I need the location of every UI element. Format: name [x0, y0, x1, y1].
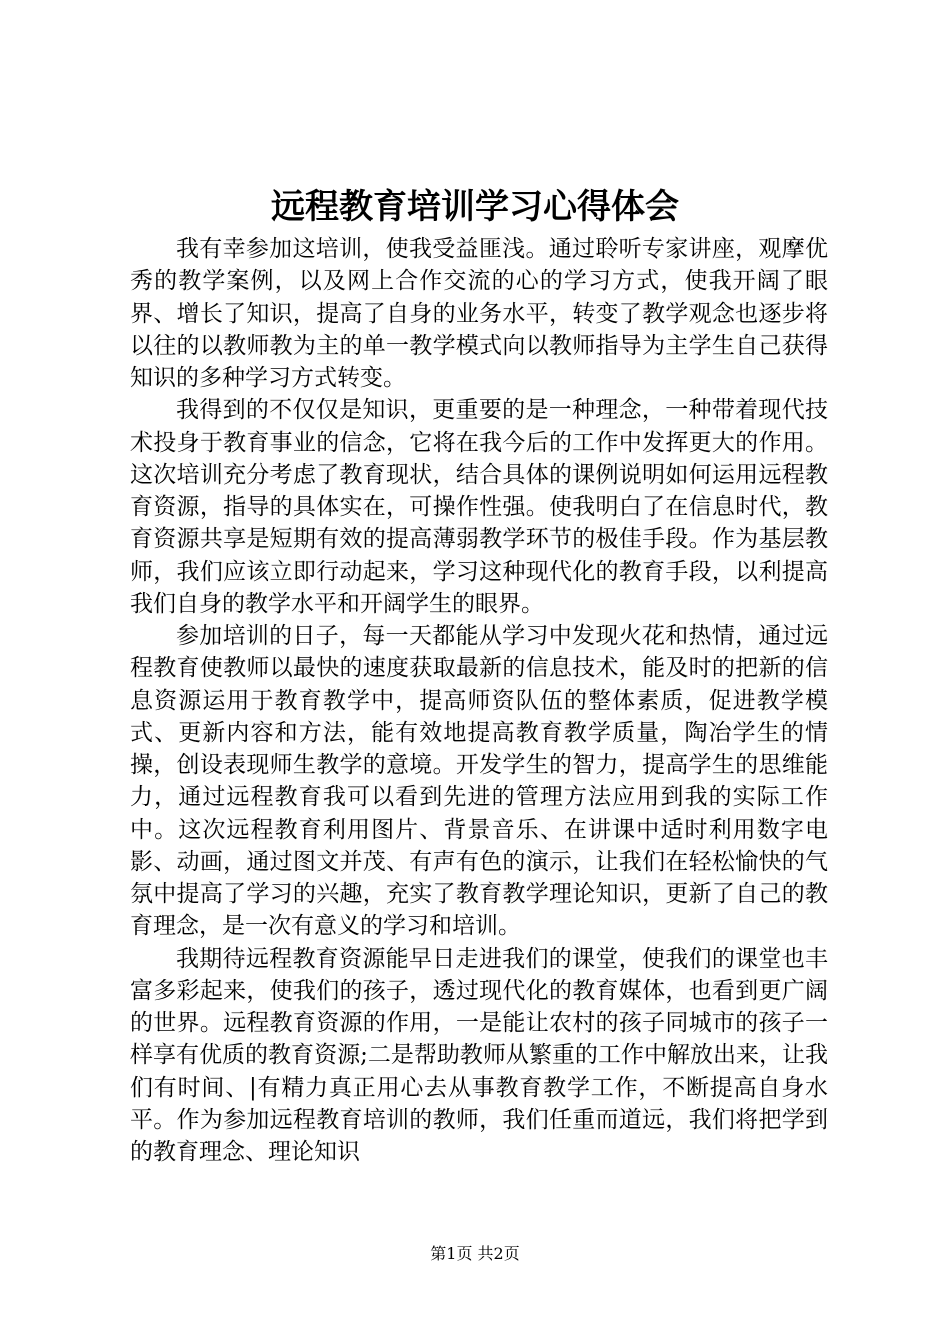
paragraph-1: 我有幸参加这培训，使我受益匪浅。通过聆听专家讲座，观摩优秀的教学案例，以及网上合作交流的心的学习方式，使我开阔了眼界、增长了知识，提高了自身的业务水平，转变了教学观念也逐步将以往的以教师教为主的单一教学模式向以教师指导为主学生自己获得知识的多种学习方式转变。 [130, 236, 828, 391]
paragraph-4: 我期待远程教育资源能早日走进我们的课堂，使我们的课堂也丰富多彩起来，使我们的孩子，透过现代化的教育媒体，也看到更广阔的世界。远程教育资源的作用，一是能让农村的孩子同城市的孩子一样享有优质的教育资源;二是帮助教师从繁重的工作中解放出来，让我们有时间、|有精力真正用心去从事教育教学工作，不断提高自身水平。作为参加远程教育培训的教师，我们任重而道远，我们将把学到的教育理念、理论知识 [130, 945, 828, 1165]
paragraph-2: 我得到的不仅仅是知识，更重要的是一种理念，一种带着现代技术投身于教育事业的信念，它将在我今后的工作中发挥更大的作用。这次培训充分考虑了教育现状，结合具体的课例说明如何运用远程教育资源，指导的具体实在，可操作性强。使我明白了在信息时代，教育资源共享是短期有效的提高薄弱教学环节的极佳手段。作为基层教师，我们应该立即行动起来，学习这种现代化的教育手段，以利提高我们自身的教学水平和开阔学生的眼界。 [130, 397, 828, 617]
document-title: 远程教育培训学习心得体会 [271, 187, 679, 227]
document-body [130, 233, 828, 1168]
page-number-footer: 第1页 共2页 [430, 1244, 520, 1263]
paragraph-3: 参加培训的日子，每一天都能从学习中发现火花和热情，通过远程教育使教师以最快的速度获取最新的信息技术，能及时的把新的信息资源运用于教育教学中，提高师资队伍的整体素质，促进教学模式、更新内容和方法，能有效地提高教育教学质量，陶冶学生的情操，创设表现师生教学的意境。开发学生的智力，提高学生的思维能力，通过远程教育我可以看到先进的管理方法应用到我的实际工作中。这次远程教育利用图片、背景音乐、在讲课中适时利用数字电影、动画，通过图文并茂、有声有色的演示，让我们在轻松愉快的气氛中提高了学习的兴趣，充实了教育教学理论知识，更新了自己的教育理念，是一次有意义的学习和培训。 [130, 623, 828, 940]
